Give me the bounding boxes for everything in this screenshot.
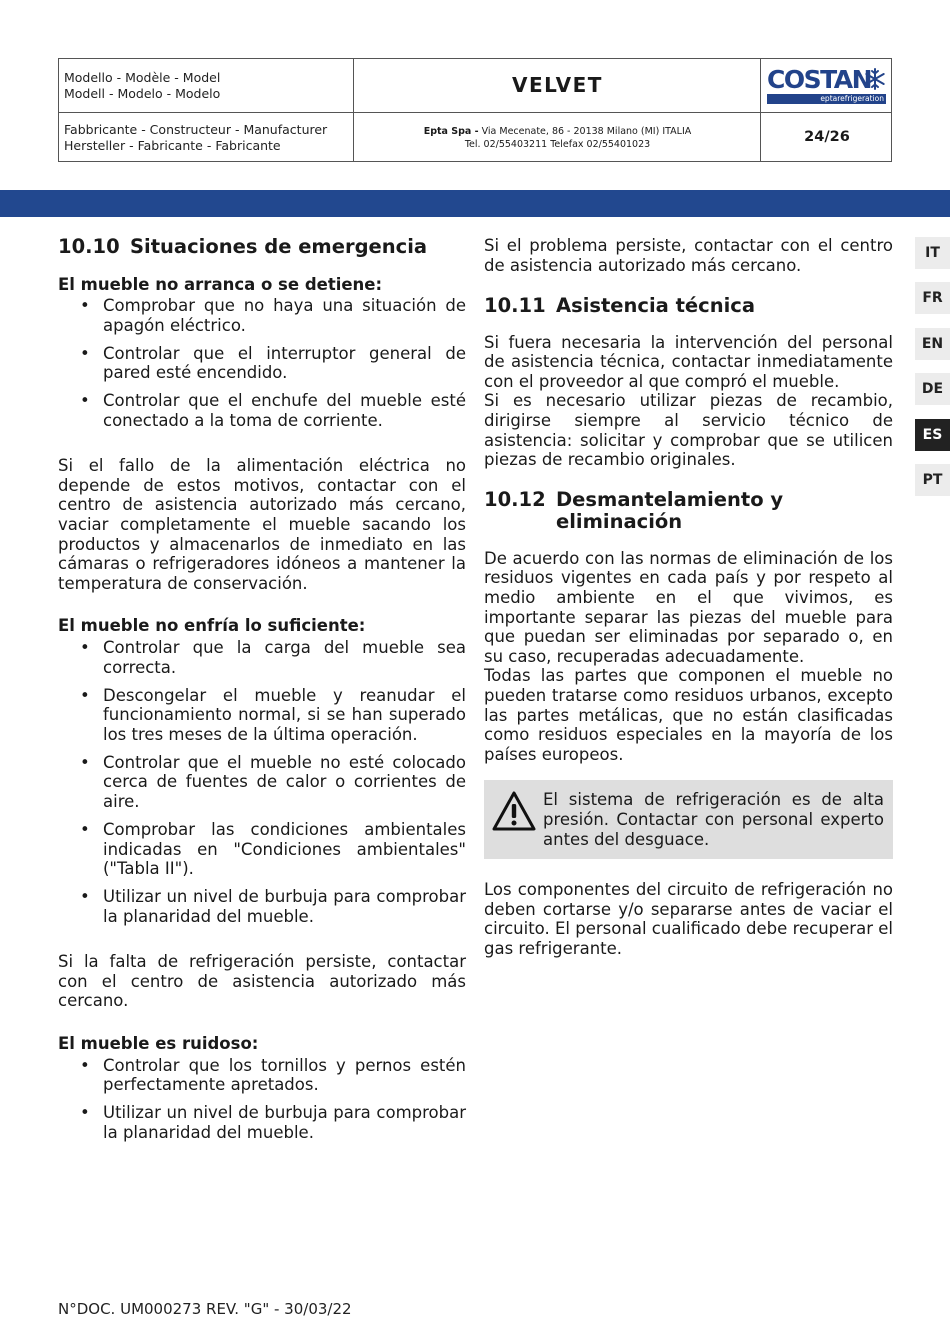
paragraph-asistencia-2: Si es necesario utilizar piezas de recambio, dirigirse siempre al servicio técnico de asistencia: solicitar y comprobar que se utilicen piezas de recambio originales. <box>484 391 893 470</box>
list-item: • Controlar que los tornillos y pernos estén perfectamente apretados. <box>58 1056 466 1095</box>
costan-logo <box>761 59 893 112</box>
section-number: 10.10 <box>58 235 120 258</box>
section-title-line-1: Desmantelamiento y <box>556 487 784 511</box>
list-item: • Descongelar el mueble y reanudar el funcionamiento normal, si se han superado los tres meses de la última operación. <box>58 686 466 745</box>
section-title: Asistencia técnica <box>556 294 755 318</box>
paragraph-fallo-alimentacion: Si el fallo de la alimentación eléctrica no depende de estos motivos, contactar con el centro de asistencia autorizado más cercano, vaciar completamente el mueble sacando los productos y almacenarlos de inmediato en las cámaras o refrigeradores idóneos a mantener la temperatura de conservación. <box>58 456 466 593</box>
company-name: Epta Spa - <box>423 126 479 137</box>
manufacturer-label-line-2: Hersteller - Fabricante - Fabricante <box>64 138 281 153</box>
document-number-footer: N°DOC. UM000273 REV. "G" - 30/03/22 <box>58 1300 352 1318</box>
list-ruidoso <box>58 1056 466 1143</box>
warning-box <box>484 780 893 859</box>
model-label <box>64 70 220 102</box>
logo-text: COSTAN <box>767 65 871 94</box>
model-name: VELVET <box>512 73 603 97</box>
language-tabs <box>915 237 950 509</box>
section-title-line-2: eliminación <box>556 510 683 534</box>
manufacturer-label <box>64 122 327 154</box>
section-10-12-heading <box>484 489 893 534</box>
list-item: • Utilizar un nivel de burbuja para comprobar la planaridad del mueble. <box>58 887 466 926</box>
warning-text: El sistema de refrigeración es de alta presión. Contactar con personal experto antes del desguace. <box>543 790 884 849</box>
paragraph-falta-refrigeracion: Si la falta de refrigeración persiste, contactar con el centro de asistencia autorizado más cercano. <box>58 952 466 1011</box>
subheading-no-enfria: El mueble no enfría lo suficiente: <box>58 616 366 636</box>
document-header <box>58 58 892 162</box>
paragraph-asistencia-1: Si fuera necesaria la intervención del personal de asistencia técnica, contactar inmediatamente con el proveedor al que compró el mueble. <box>484 332 893 391</box>
manufacturer-address <box>354 125 761 151</box>
logo-subtext: eptarefrigeration <box>767 94 886 104</box>
tab-it[interactable]: IT <box>915 237 950 269</box>
list-item: • Controlar que el enchufe del mueble esté conectado a la toma de corriente. <box>58 391 466 430</box>
paragraph-problema-persiste: Si el problema persiste, contactar con el centro de asistencia autorizado más cercano. <box>484 236 893 275</box>
paragraph-componentes-circuito: Los componentes del circuito de refrigeración no deben cortarse y/o separarse antes de vaciar el circuito. El personal cualificado debe recuperar el gas refrigerante. <box>484 880 893 958</box>
section-10-10-heading <box>58 236 466 259</box>
list-no-arranca <box>58 296 466 431</box>
subheading-ruidoso: El mueble es ruidoso: <box>58 1033 259 1053</box>
paragraph-eliminacion-1: De acuerdo con las normas de eliminación de los residuos vigentes en cada país y por respeto al medio ambiente en el que vivimos, es importante separar las piezas del mueble para que puedan ser eliminadas por separado o, en su caso, recuperadas adecuadamente. <box>484 548 893 666</box>
snowflake-icon <box>864 68 886 90</box>
manufacturer-label-line-1: Fabbricante - Constructeur - Manufacturer <box>64 122 328 137</box>
list-no-enfria <box>58 638 466 927</box>
left-column <box>58 236 466 1151</box>
section-10-11-heading <box>484 295 893 318</box>
warning-triangle-icon <box>492 791 536 831</box>
section-number: 10.12 <box>484 487 546 511</box>
right-column <box>484 236 893 959</box>
header-band <box>0 190 950 217</box>
address-text: Via Mecenate, 86 - 20138 Milano (MI) ITALIA <box>481 126 692 137</box>
list-item: • Comprobar las condiciones ambientales indicadas en "Condiciones ambientales" ("Tabla II"). <box>58 820 466 879</box>
list-item: • Controlar que la carga del mueble sea correcta. <box>58 638 466 677</box>
phone-text: Tel. 02/55403211 Telefax 02/55401023 <box>464 139 651 150</box>
section-number: 10.11 <box>484 294 546 318</box>
tab-es[interactable]: ES <box>915 419 950 451</box>
model-label-line-1: Modello - Modèle - Model <box>64 70 221 85</box>
tab-pt[interactable]: PT <box>915 464 950 496</box>
list-item: • Controlar que el mueble no esté colocado cerca de fuentes de calor o corrientes de aire. <box>58 753 466 812</box>
tab-fr[interactable]: FR <box>915 282 950 314</box>
page-number: 24/26 <box>804 129 850 145</box>
model-label-line-2: Modell - Modelo - Modelo <box>64 86 221 101</box>
list-item: • Comprobar que no haya una situación de apagón eléctrico. <box>58 296 466 335</box>
paragraph-eliminacion-2: Todas las partes que componen el mueble no pueden tratarse como residuos urbanos, excepto las partes metálicas, que no están clasificadas como residuos especiales en la mayoría de los países europeos. <box>484 666 893 764</box>
section-title: Situaciones de emergencia <box>130 235 428 258</box>
list-item: • Utilizar un nivel de burbuja para comprobar la planaridad del mueble. <box>58 1103 466 1142</box>
tab-de[interactable]: DE <box>915 373 950 405</box>
subheading-no-arranca: El mueble no arranca o se detiene: <box>58 274 383 294</box>
tab-en[interactable]: EN <box>915 328 950 360</box>
list-item: • Controlar que el interruptor general de pared esté encendido. <box>58 344 466 383</box>
